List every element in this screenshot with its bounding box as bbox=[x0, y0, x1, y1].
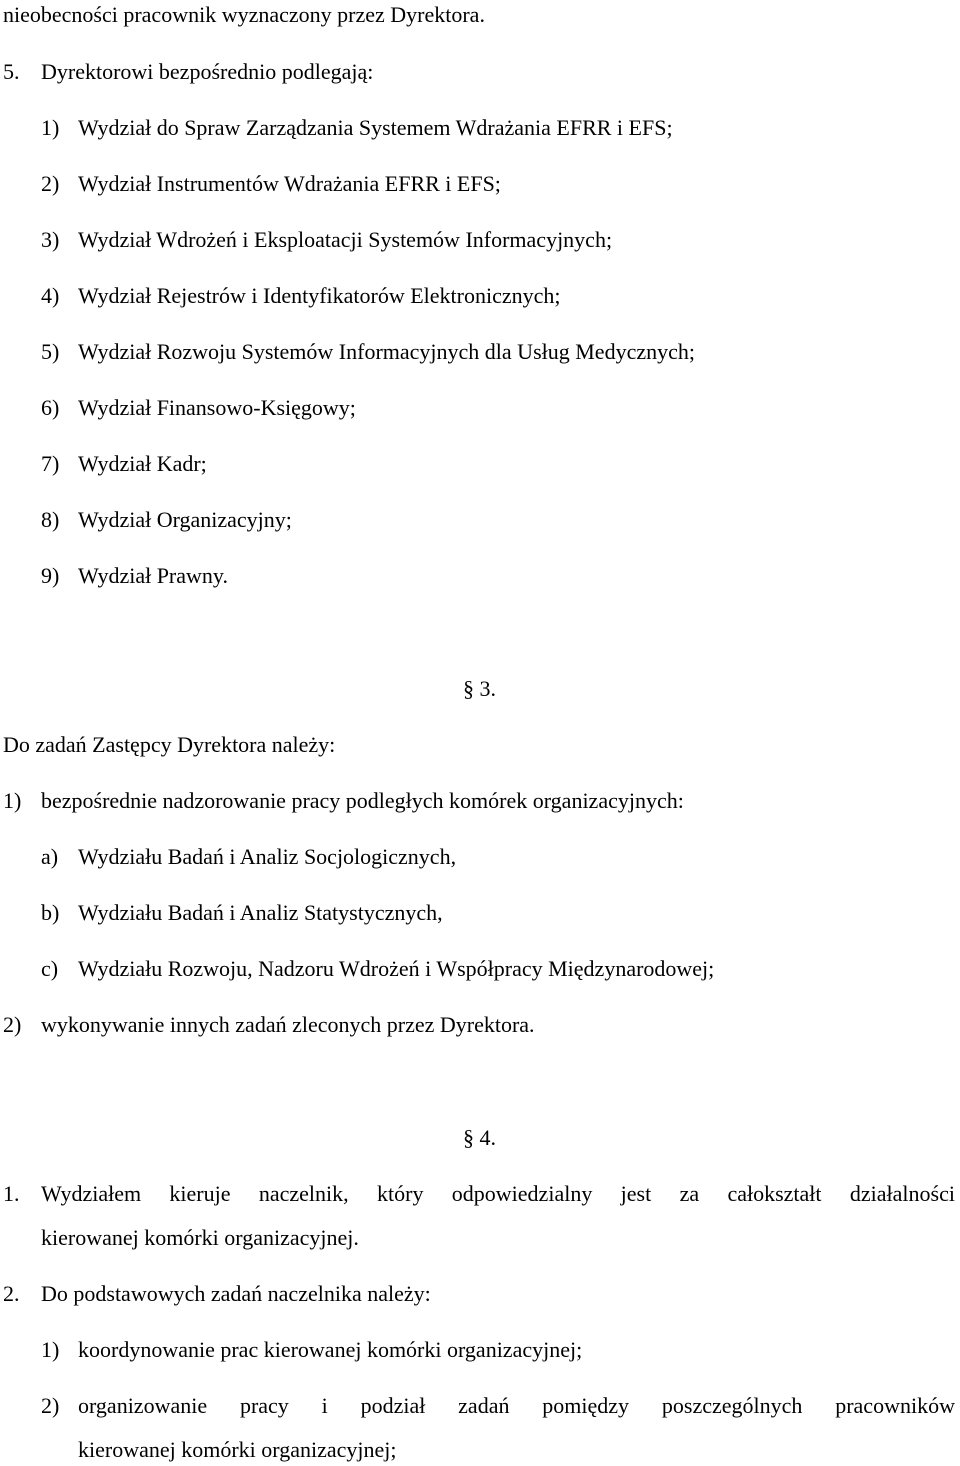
section-heading-3: § 3. bbox=[463, 676, 496, 701]
word: pomiędzy bbox=[542, 1393, 630, 1418]
paragraph-number: 1. bbox=[3, 1181, 20, 1206]
word: jest bbox=[620, 1181, 652, 1206]
list-item: Wydział Rejestrów i Identyfikatorów Elektronicznych; bbox=[78, 283, 561, 308]
list-item-number: 3) bbox=[41, 227, 60, 252]
word: podział bbox=[360, 1393, 426, 1418]
paragraph-text: Do podstawowych zadań naczelnika należy: bbox=[41, 1281, 431, 1306]
list-item-number: 6) bbox=[41, 395, 60, 420]
item-text: wykonywanie innych zadań zleconych przez Dyrektora. bbox=[41, 1012, 535, 1037]
section-intro: Do zadań Zastępcy Dyrektora należy: bbox=[3, 732, 336, 757]
word: poszczególnych bbox=[661, 1393, 803, 1418]
item-text: bezpośrednie nadzorowanie pracy podległych komórek organizacyjnych: bbox=[41, 788, 684, 813]
word: pracowników bbox=[835, 1393, 955, 1418]
item-number: 1) bbox=[3, 788, 22, 813]
item-text: Dyrektorowi bezpośrednio podlegają: bbox=[41, 59, 374, 84]
list-item: Wydział Instrumentów Wdrażania EFRR i EFS; bbox=[78, 171, 501, 196]
word: odpowiedzialny bbox=[451, 1181, 593, 1206]
subitem-letter: b) bbox=[41, 900, 60, 925]
list-item-number: 1) bbox=[41, 115, 60, 140]
justified-line bbox=[41, 1181, 955, 1207]
word: pracy bbox=[239, 1393, 289, 1418]
list-item-number: 4) bbox=[41, 283, 60, 308]
list-item-number: 2) bbox=[41, 1393, 60, 1418]
word: kieruje bbox=[169, 1181, 231, 1206]
paragraph-number: 2. bbox=[3, 1281, 20, 1306]
list-item-number: 8) bbox=[41, 507, 60, 532]
list-item: Wydział Prawny. bbox=[78, 563, 228, 588]
continuation-text: nieobecności pracownik wyznaczony przez Dyrektora. bbox=[3, 2, 485, 27]
list-item: Wydział Kadr; bbox=[78, 451, 207, 476]
paragraph-continuation: kierowanej komórki organizacyjnej. bbox=[41, 1225, 359, 1250]
list-item-number: 2) bbox=[41, 171, 60, 196]
list-item: Wydział Rozwoju Systemów Informacyjnych dla Usług Medycznych; bbox=[78, 339, 695, 364]
subitem-text: Wydziału Badań i Analiz Statystycznych, bbox=[78, 900, 443, 925]
subitem-text: Wydziału Rozwoju, Nadzoru Wdrożeń i Współpracy Międzynarodowej; bbox=[78, 956, 715, 981]
justified-line bbox=[78, 1393, 955, 1419]
word: i bbox=[321, 1393, 328, 1418]
list-item: Wydział Finansowo-Księgowy; bbox=[78, 395, 356, 420]
list-item: Wydział Wdrożeń i Eksploatacji Systemów Informacyjnych; bbox=[78, 227, 613, 252]
subitem-text: Wydziału Badań i Analiz Socjologicznych, bbox=[78, 844, 457, 869]
item-number: 2) bbox=[3, 1012, 22, 1037]
section-heading-4: § 4. bbox=[463, 1125, 496, 1150]
list-item-number: 7) bbox=[41, 451, 60, 476]
list-item-continuation: kierowanej komórki organizacyjnej; bbox=[78, 1437, 397, 1462]
subitem-letter: a) bbox=[41, 844, 59, 869]
item-number: 5. bbox=[3, 59, 20, 84]
word: organizowanie bbox=[78, 1393, 208, 1418]
list-item: Wydział Organizacyjny; bbox=[78, 507, 292, 532]
list-item: Wydział do Spraw Zarządzania Systemem Wdrażania EFRR i EFS; bbox=[78, 115, 673, 140]
list-item-number: 1) bbox=[41, 1337, 60, 1362]
word: Wydziałem bbox=[41, 1181, 142, 1206]
list-item-number: 9) bbox=[41, 563, 60, 588]
word: działalności bbox=[849, 1181, 955, 1206]
word: za bbox=[679, 1181, 700, 1206]
word: który bbox=[377, 1181, 424, 1206]
word: całokształt bbox=[727, 1181, 822, 1206]
list-item-number: 5) bbox=[41, 339, 60, 364]
list-item: koordynowanie prac kierowanej komórki organizacyjnej; bbox=[78, 1337, 583, 1362]
word: zadań bbox=[458, 1393, 510, 1418]
subitem-letter: c) bbox=[41, 956, 59, 981]
word: naczelnik, bbox=[258, 1181, 349, 1206]
